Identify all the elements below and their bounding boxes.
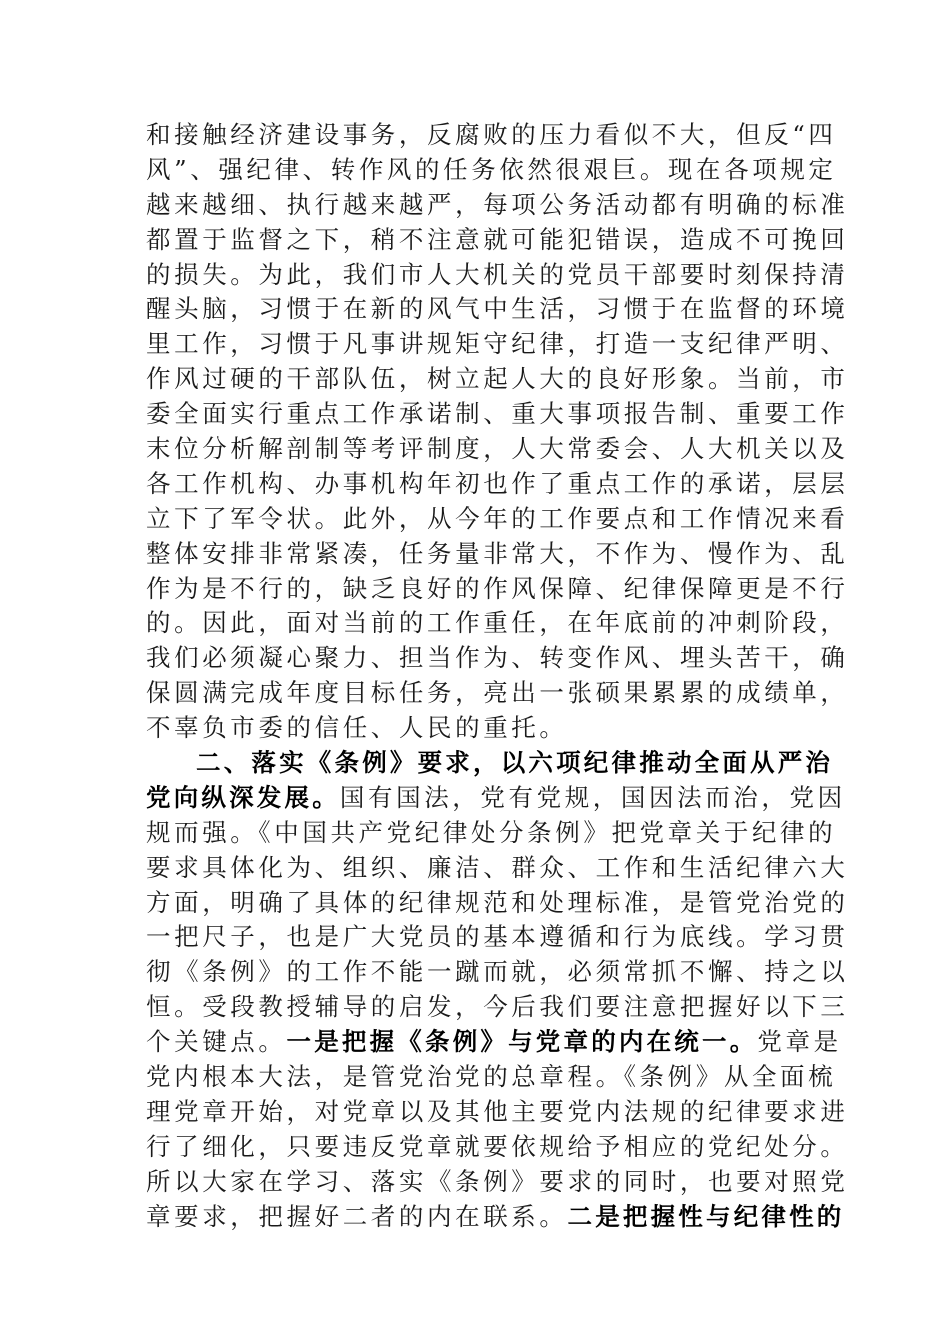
body-text: 委全面实行重点工作承诺制、重大事项报告制、重要工作 [146,399,849,429]
body-text: 所以大家在学习、落实《条例》要求的同时，也要对照党 [146,1166,849,1196]
body-text: 作风过硬的干部队伍，树立起人大的良好形象。当前，市 [146,364,849,394]
text-line [146,1165,849,1200]
text-line [146,502,849,537]
body-text: 各工作机构、办事机构年初也作了重点工作的承诺，层层 [146,468,849,498]
body-text: 不辜负市委的信任、人民的重托。 [146,713,568,743]
body-text: 醒头脑，习惯于在新的风气中生活，习惯于在监督的环境 [146,294,849,324]
text-line [146,711,806,746]
text-line [146,467,849,502]
text-line [146,886,849,921]
body-text: 我们必须凝心聚力、担当作为、转变作风、埋头苦干，确 [146,643,849,673]
text-line [146,746,834,781]
text-line [146,990,849,1025]
body-text: 风”、强纪律、转作风的任务依然很艰巨。现在各项规定 [146,154,837,184]
body-text: 党章是 [757,1027,842,1057]
document-body [146,118,849,1235]
body-text: 都置于监督之下，稍不注意就可能犯错误，造成不可挽回 [146,224,849,254]
text-line [146,362,849,397]
text-line [146,1025,842,1060]
text-line [146,572,849,607]
text-line [146,1095,849,1130]
text-line [146,153,837,188]
text-line [146,920,849,955]
body-text: 越来越细、执行越来越严，每项公务活动都有明确的标准 [146,189,849,219]
body-text: 彻《条例》的工作不能一蹴而就，必须常抓不懈、持之以 [146,957,849,987]
text-line [146,397,849,432]
body-text: 恒。受段教授辅导的启发，今后我们要注意把握好以下三 [146,992,849,1022]
body-text: 国有国法，党有党规，国因法而治，党因 [339,782,846,812]
body-text: 里工作，习惯于凡事讲规矩守纪律，打造一支纪律严明、 [146,329,849,359]
text-line [146,432,849,467]
body-text: 和接触经济建设事务，反腐败的压力看似不大，但反“四 [146,120,837,149]
text-line [146,1060,837,1095]
body-text: 立下了军令状。此外，从今年的工作要点和工作情况来看 [146,503,849,533]
text-line [146,118,837,153]
text-line [146,1130,849,1165]
body-text: 党内根本大法，是管党治党的总章程。《条例》从全面梳 [146,1062,837,1092]
text-line [146,223,849,258]
bold-text: 二是把握性与纪律性的 [567,1201,845,1231]
text-line [146,955,849,990]
text-line [146,816,837,851]
body-text: 的。因此，面对当前的工作重任，在年底前的冲刺阶段， [146,608,849,638]
body-text: 要求具体化为、组织、廉洁、群众、工作和生活纪律六大 [146,852,849,882]
text-line [146,1200,845,1235]
text-line [146,851,849,886]
body-text: 作为是不行的，缺乏良好的作风保障、纪律保障更是不行 [146,573,849,603]
body-text: 行了细化，只要违反党章就要依规给予相应的党纪处分。 [146,1131,849,1161]
text-line [146,327,849,362]
text-line [146,258,849,293]
bold-text: 二、落实《条例》要求，以六项纪律推动全面从严治 [196,748,834,778]
body-text: 整体安排非常紧凑，任务量非常大，不作为、慢作为、乱 [146,538,849,568]
body-text: 方面，明确了具体的纪律规范和处理标准，是管党治党的 [146,887,849,917]
bold-text: 党向纵深发展。 [146,782,340,812]
text-line [146,781,846,816]
body-text: 末位分析解剖制等考评制度，人大常委会、人大机关以及 [146,434,849,464]
body-text: 的损失。为此，我们市人大机关的党员干部要时刻保持清 [146,259,849,289]
body-text: 章要求，把握好二者的内在联系。 [146,1201,568,1231]
text-line [146,676,849,711]
text-line [146,188,849,223]
body-text: 规而强。《中国共产党纪律处分条例》把党章关于纪律的 [146,817,837,847]
text-line [146,641,849,676]
body-text: 个关键点。 [146,1027,287,1057]
text-line [146,292,849,327]
text-line [146,537,849,572]
body-text: 一把尺子，也是广大党员的基本遵循和行为底线。学习贯 [146,922,849,952]
bold-text: 一是把握《条例》与党章的内在统一。 [286,1027,758,1057]
body-text: 保圆满完成年度目标任务，亮出一张硕果累累的成绩单， [146,678,849,708]
text-line [146,606,849,641]
body-text: 理党章开始，对党章以及其他主要党内法规的纪律要求进 [146,1096,849,1126]
